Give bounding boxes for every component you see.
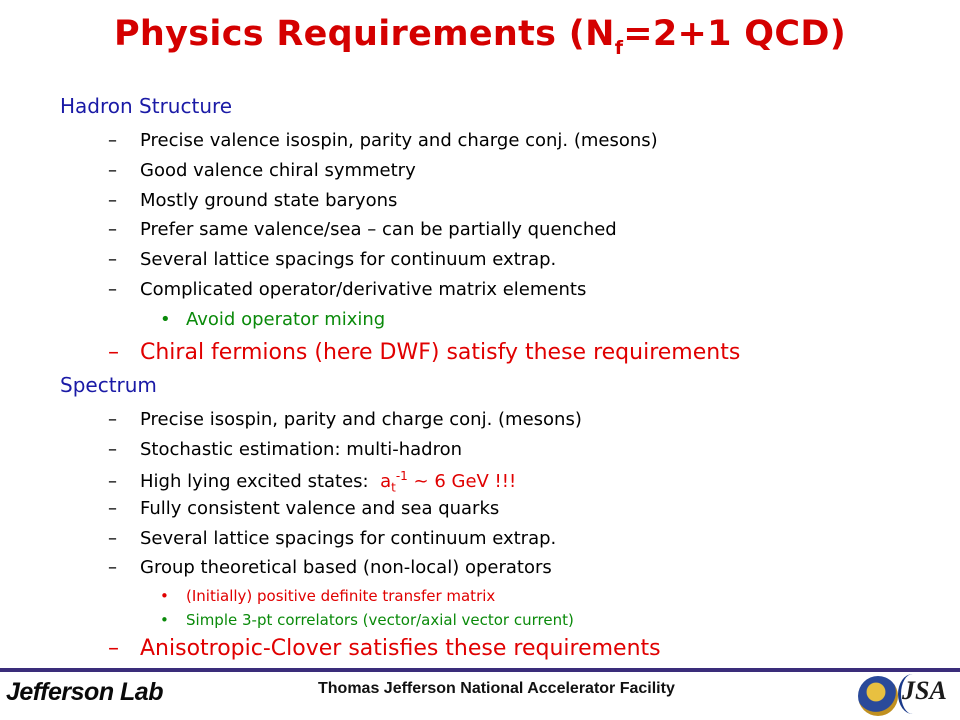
list-item: – Several lattice spacings for continuum extrap.	[108, 528, 557, 549]
footer-rule	[0, 668, 960, 672]
footer	[0, 668, 960, 720]
list-item: – Stochastic estimation: multi-hadron	[108, 439, 463, 460]
conclusion-spectrum: – Anisotropic-Clover satisfies these requirements	[108, 636, 661, 661]
list-item: – Precise isospin, parity and charge conj. (mesons)	[108, 409, 582, 430]
list-item: – Complicated operator/derivative matrix elements	[108, 279, 587, 300]
list-item: – Several lattice spacings for continuum extrap.	[108, 249, 557, 270]
list-item: – Group theoretical based (non-local) operators	[108, 557, 552, 578]
jefferson-lab-logo: Jefferson Lab	[6, 678, 163, 706]
section-heading-hadron-structure: Hadron Structure	[60, 94, 233, 118]
list-item: – Fully consistent valence and sea quarks	[108, 498, 500, 519]
list-item: – Mostly ground state baryons	[108, 190, 398, 211]
section-heading-spectrum: Spectrum	[60, 373, 157, 397]
sub-bullet: • (Initially) positive definite transfer matrix	[160, 587, 496, 605]
doe-seal-icon	[858, 676, 898, 716]
list-item: – Good valence chiral symmetry	[108, 160, 416, 181]
list-item-excited-states: – High lying excited states: $a_t^{-1}$ ~ 6 GeV !!!	[108, 469, 517, 495]
slide-title: Physics Requirements ($N_f=2+1$ QCD)	[113, 14, 846, 59]
list-item: – Precise valence isospin, parity and charge conj. (mesons)	[108, 130, 658, 151]
sub-bullet: • Avoid operator mixing	[160, 309, 386, 330]
sub-bullet: • Simple 3-pt correlators (vector/axial vector current)	[160, 611, 574, 629]
list-item: – Prefer same valence/sea – can be partially quenched	[108, 219, 617, 240]
jsa-logo: JSA	[902, 676, 947, 705]
conclusion-hadron-structure: – Chiral fermions (here DWF) satisfy these requirements	[108, 340, 741, 365]
facility-name: Thomas Jefferson National Accelerator Facility	[318, 680, 675, 697]
